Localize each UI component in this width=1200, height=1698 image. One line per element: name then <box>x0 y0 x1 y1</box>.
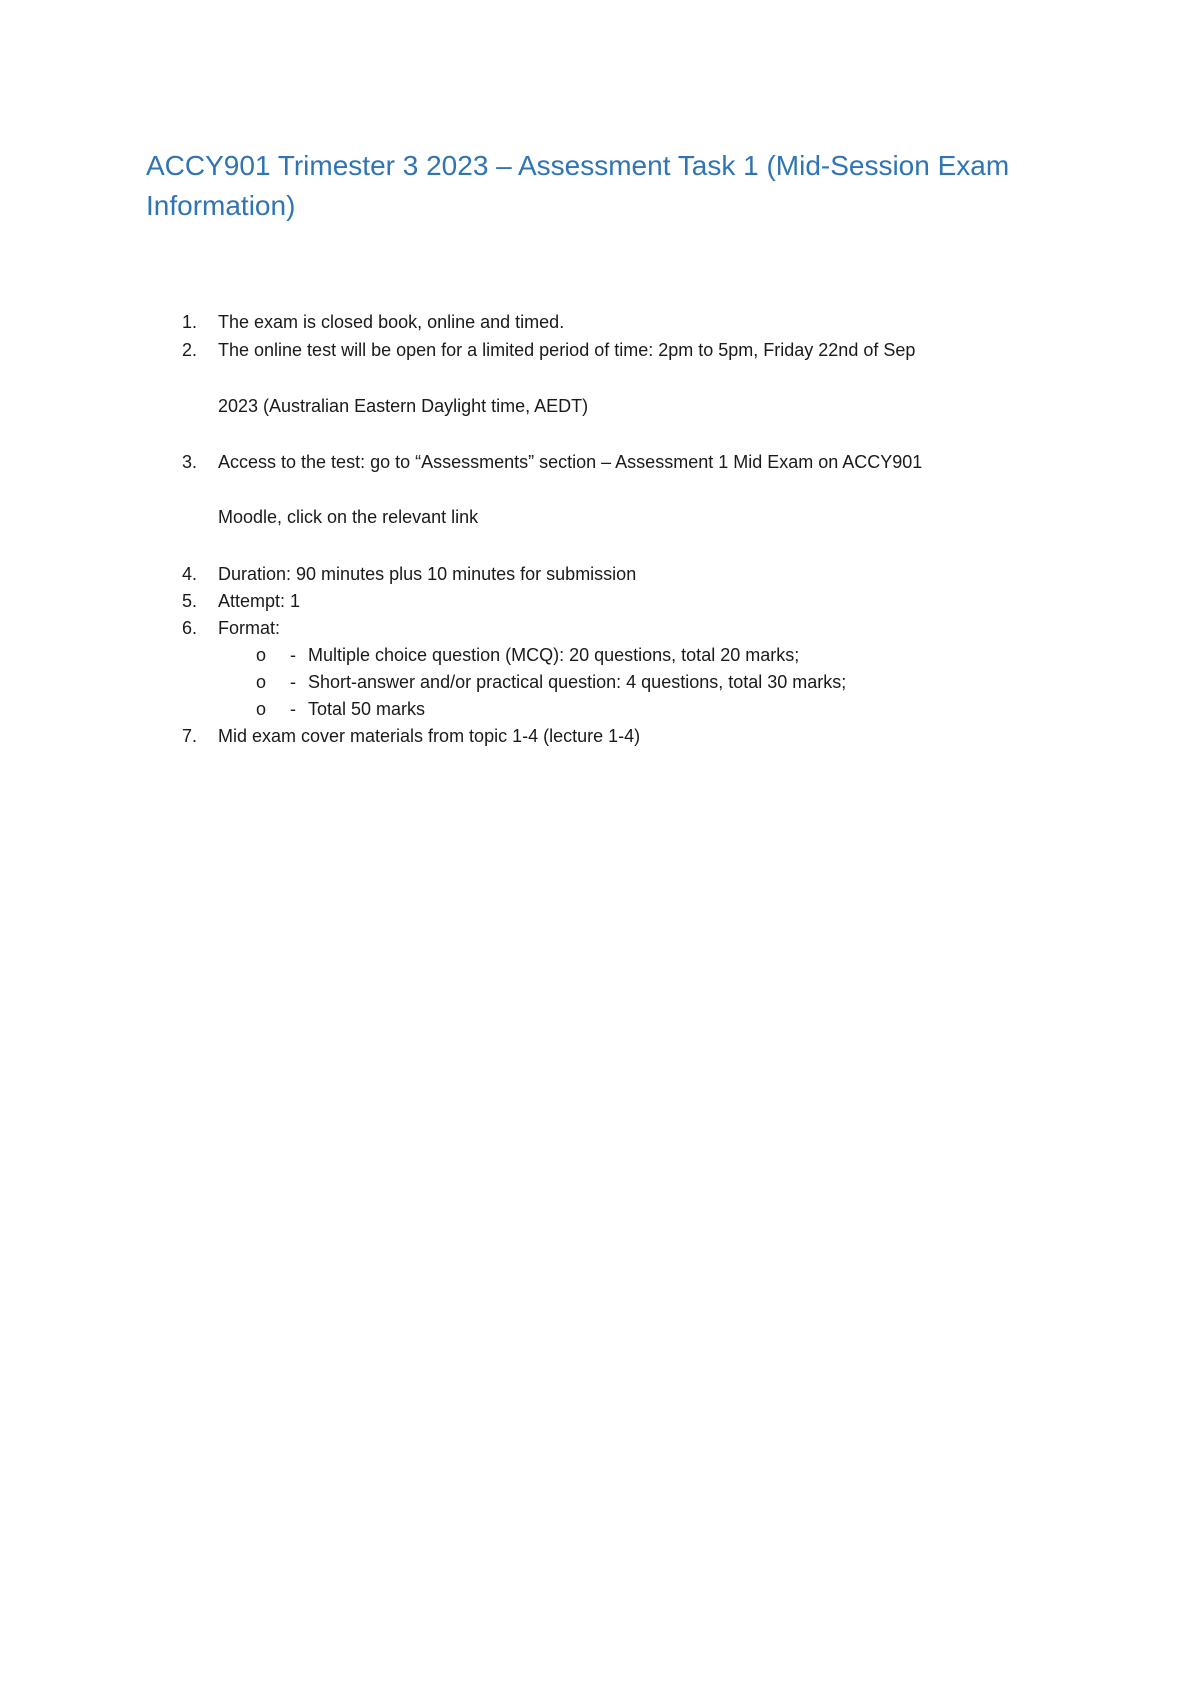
list-item-text: Access to the test: go to “Assessments” section – Assessment 1 Mid Exam on ACCY901 <box>218 452 923 472</box>
format-subitem-3 <box>146 697 1066 723</box>
list-item-number: 6. <box>182 618 198 638</box>
format-subitem-text: Short-answer and/or practical question: 4 questions, total 30 marks; <box>308 672 847 692</box>
list-item-2-continuation <box>146 394 1066 420</box>
list-item-3-continuation <box>146 505 1066 531</box>
list-item-text: The exam is closed book, online and timed. <box>218 312 565 332</box>
list-item-text: Format: <box>218 618 281 638</box>
list-item-1 <box>146 310 1066 336</box>
sub-dash-marker: - <box>290 672 296 692</box>
list-item-number: 4. <box>182 564 198 584</box>
list-item-text: Attempt: 1 <box>218 591 301 611</box>
list-item-number: 7. <box>182 726 198 746</box>
document-title: ACCY901 Trimester 3 2023 – Assessment Task 1 (Mid-Session Exam Information) <box>146 150 1010 221</box>
list-item-2 <box>146 338 1066 364</box>
list-item-continuation-text: 2023 (Australian Eastern Daylight time, AEDT) <box>218 396 589 416</box>
list-item-4 <box>146 562 1066 588</box>
list-item-5 <box>146 589 1066 615</box>
sub-dash-marker: - <box>290 645 296 665</box>
sub-bullet-marker: o <box>256 672 267 692</box>
list-item-number: 1. <box>182 312 198 332</box>
list-item-text: The online test will be open for a limited period of time: 2pm to 5pm, Friday 22nd of Sep <box>218 340 916 360</box>
list-item-text: Duration: 90 minutes plus 10 minutes for submission <box>218 564 637 584</box>
sub-dash-marker: - <box>290 699 296 719</box>
sub-bullet-marker: o <box>256 645 267 665</box>
list-item-6 <box>146 616 1066 642</box>
list-item-number: 5. <box>182 591 198 611</box>
format-subitem-text: Multiple choice question (MCQ): 20 questions, total 20 marks; <box>308 645 800 665</box>
list-item-number: 3. <box>182 452 198 472</box>
format-subitem-2 <box>146 670 1066 696</box>
list-item-text: Mid exam cover materials from topic 1-4 (lecture 1-4) <box>218 726 641 746</box>
format-subitem-text: Total 50 marks <box>308 699 426 719</box>
format-subitem-1 <box>146 643 1066 669</box>
list-item-number: 2. <box>182 340 198 360</box>
list-item-3 <box>146 450 1066 476</box>
list-item-7 <box>146 724 1066 750</box>
sub-bullet-marker: o <box>256 699 267 719</box>
list-item-continuation-text: Moodle, click on the relevant link <box>218 507 479 527</box>
